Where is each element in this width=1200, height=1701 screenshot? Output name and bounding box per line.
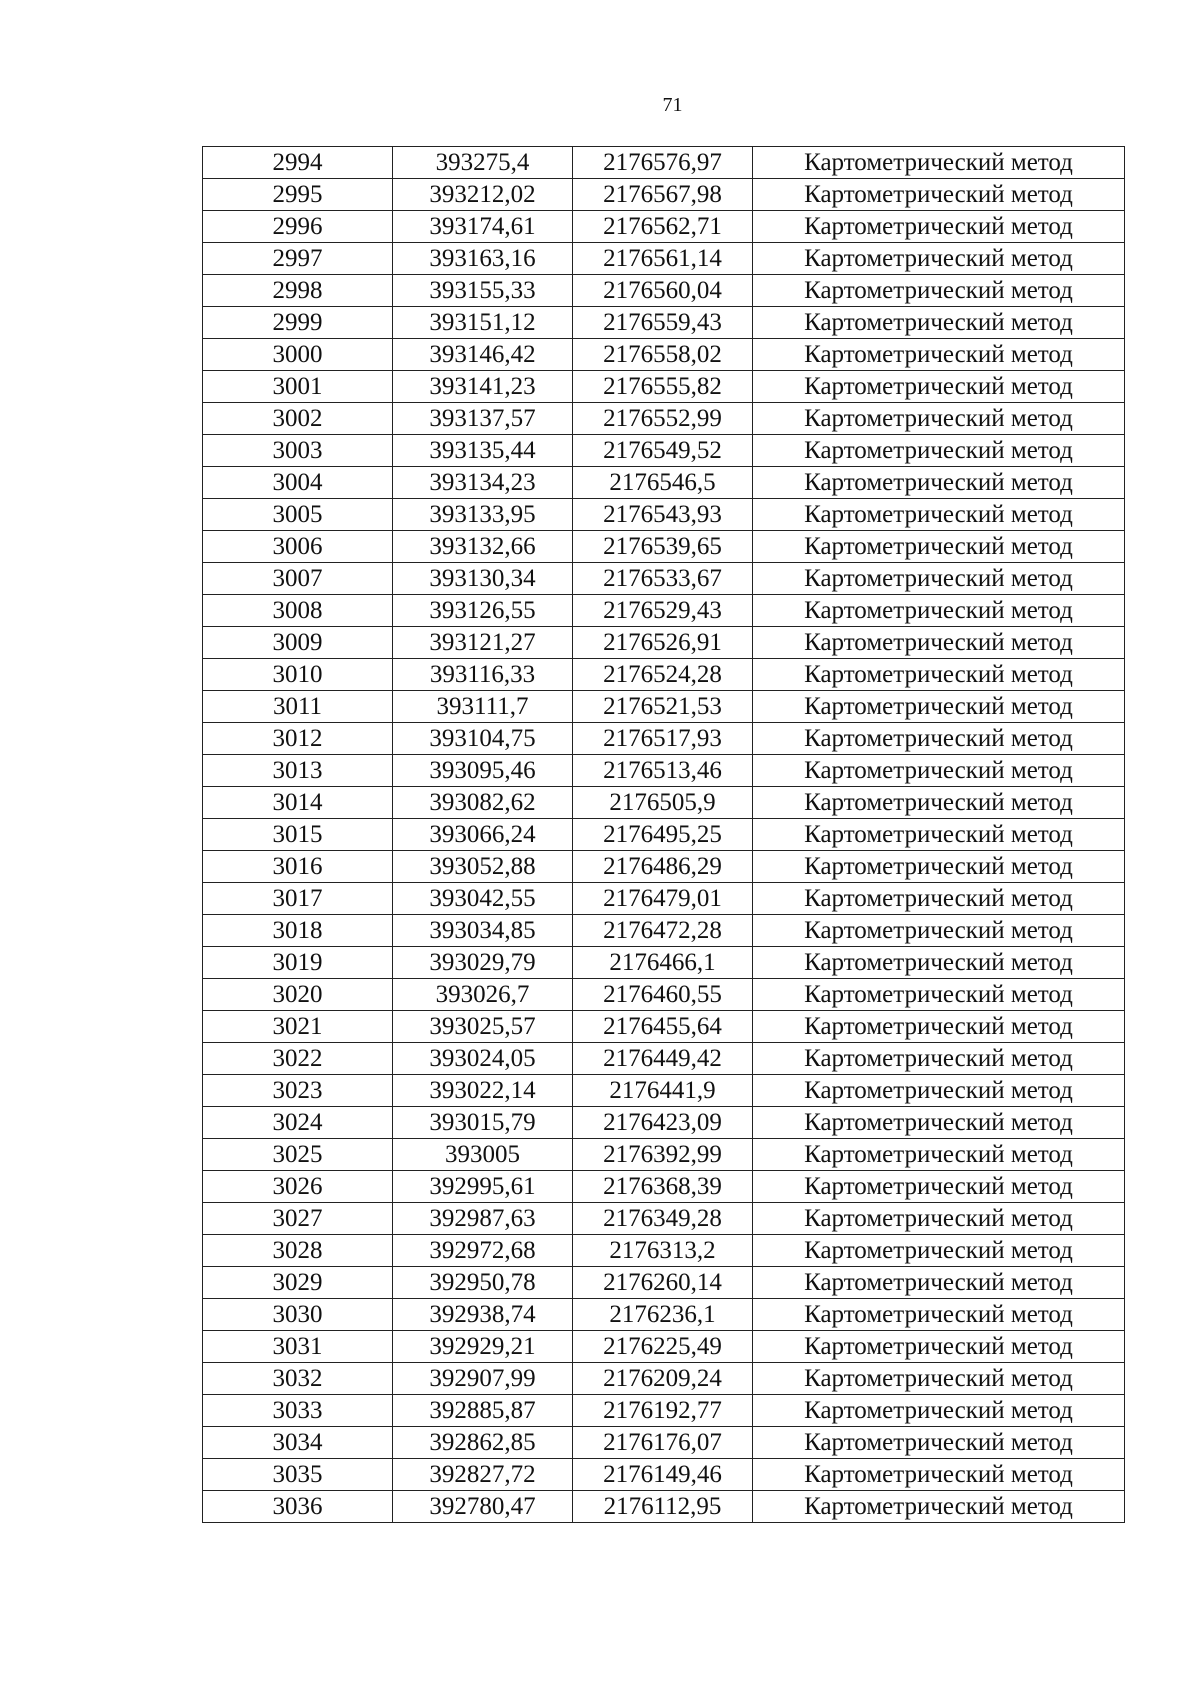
- y-coordinate-cell: 2176349,28: [573, 1203, 753, 1235]
- x-coordinate-cell: 392972,68: [393, 1235, 573, 1267]
- y-coordinate-cell: 2176526,91: [573, 627, 753, 659]
- method-cell: Картометрический метод: [753, 499, 1125, 531]
- x-coordinate-cell: 393022,14: [393, 1075, 573, 1107]
- y-coordinate-cell: 2176517,93: [573, 723, 753, 755]
- table-row: [203, 627, 1125, 659]
- method-cell: Картометрический метод: [753, 563, 1125, 595]
- table-row: [203, 1427, 1125, 1459]
- point-number-cell: 3033: [203, 1395, 393, 1427]
- x-coordinate-cell: 393015,79: [393, 1107, 573, 1139]
- point-number-cell: 3007: [203, 563, 393, 595]
- table-row: [203, 1459, 1125, 1491]
- table-row: [203, 211, 1125, 243]
- coordinates-table: [202, 146, 1125, 1523]
- method-cell: Картометрический метод: [753, 1267, 1125, 1299]
- method-cell: Картометрический метод: [753, 1459, 1125, 1491]
- x-coordinate-cell: 392929,21: [393, 1331, 573, 1363]
- method-cell: Картометрический метод: [753, 691, 1125, 723]
- x-coordinate-cell: 393275,4: [393, 147, 573, 179]
- method-cell: Картометрический метод: [753, 595, 1125, 627]
- x-coordinate-cell: 392827,72: [393, 1459, 573, 1491]
- table-row: [203, 787, 1125, 819]
- point-number-cell: 3027: [203, 1203, 393, 1235]
- y-coordinate-cell: 2176479,01: [573, 883, 753, 915]
- y-coordinate-cell: 2176466,1: [573, 947, 753, 979]
- x-coordinate-cell: 393134,23: [393, 467, 573, 499]
- method-cell: Картометрический метод: [753, 915, 1125, 947]
- method-cell: Картометрический метод: [753, 1331, 1125, 1363]
- point-number-cell: 2998: [203, 275, 393, 307]
- method-cell: Картометрический метод: [753, 467, 1125, 499]
- x-coordinate-cell: 393005: [393, 1139, 573, 1171]
- y-coordinate-cell: 2176524,28: [573, 659, 753, 691]
- table-row: [203, 403, 1125, 435]
- x-coordinate-cell: 393137,57: [393, 403, 573, 435]
- method-cell: Картометрический метод: [753, 371, 1125, 403]
- method-cell: Картометрический метод: [753, 1363, 1125, 1395]
- x-coordinate-cell: 393082,62: [393, 787, 573, 819]
- x-coordinate-cell: 393212,02: [393, 179, 573, 211]
- table-row: [203, 179, 1125, 211]
- point-number-cell: 3005: [203, 499, 393, 531]
- y-coordinate-cell: 2176225,49: [573, 1331, 753, 1363]
- method-cell: Картометрический метод: [753, 1171, 1125, 1203]
- point-number-cell: 3032: [203, 1363, 393, 1395]
- point-number-cell: 3000: [203, 339, 393, 371]
- method-cell: Картометрический метод: [753, 179, 1125, 211]
- table-row: [203, 339, 1125, 371]
- point-number-cell: 3019: [203, 947, 393, 979]
- point-number-cell: 3006: [203, 531, 393, 563]
- point-number-cell: 3015: [203, 819, 393, 851]
- method-cell: Картометрический метод: [753, 1139, 1125, 1171]
- y-coordinate-cell: 2176392,99: [573, 1139, 753, 1171]
- x-coordinate-cell: 392938,74: [393, 1299, 573, 1331]
- point-number-cell: 3014: [203, 787, 393, 819]
- y-coordinate-cell: 2176260,14: [573, 1267, 753, 1299]
- point-number-cell: 3029: [203, 1267, 393, 1299]
- y-coordinate-cell: 2176555,82: [573, 371, 753, 403]
- method-cell: Картометрический метод: [753, 755, 1125, 787]
- table-row: [203, 883, 1125, 915]
- point-number-cell: 2999: [203, 307, 393, 339]
- x-coordinate-cell: 393135,44: [393, 435, 573, 467]
- y-coordinate-cell: 2176176,07: [573, 1427, 753, 1459]
- table-row: [203, 595, 1125, 627]
- y-coordinate-cell: 2176562,71: [573, 211, 753, 243]
- y-coordinate-cell: 2176533,67: [573, 563, 753, 595]
- x-coordinate-cell: 393155,33: [393, 275, 573, 307]
- method-cell: Картометрический метод: [753, 1075, 1125, 1107]
- x-coordinate-cell: 392987,63: [393, 1203, 573, 1235]
- method-cell: Картометрический метод: [753, 531, 1125, 563]
- method-cell: Картометрический метод: [753, 1043, 1125, 1075]
- y-coordinate-cell: 2176576,97: [573, 147, 753, 179]
- point-number-cell: 3003: [203, 435, 393, 467]
- point-number-cell: 3002: [203, 403, 393, 435]
- point-number-cell: 3035: [203, 1459, 393, 1491]
- method-cell: Картометрический метод: [753, 1011, 1125, 1043]
- x-coordinate-cell: 393025,57: [393, 1011, 573, 1043]
- y-coordinate-cell: 2176460,55: [573, 979, 753, 1011]
- table-row: [203, 1107, 1125, 1139]
- method-cell: Картометрический метод: [753, 435, 1125, 467]
- point-number-cell: 3030: [203, 1299, 393, 1331]
- y-coordinate-cell: 2176368,39: [573, 1171, 753, 1203]
- y-coordinate-cell: 2176423,09: [573, 1107, 753, 1139]
- y-coordinate-cell: 2176559,43: [573, 307, 753, 339]
- table-row: [203, 467, 1125, 499]
- y-coordinate-cell: 2176236,1: [573, 1299, 753, 1331]
- point-number-cell: 3013: [203, 755, 393, 787]
- point-number-cell: 3017: [203, 883, 393, 915]
- x-coordinate-cell: 393042,55: [393, 883, 573, 915]
- x-coordinate-cell: 393132,66: [393, 531, 573, 563]
- y-coordinate-cell: 2176505,9: [573, 787, 753, 819]
- method-cell: Картометрический метод: [753, 627, 1125, 659]
- y-coordinate-cell: 2176495,25: [573, 819, 753, 851]
- x-coordinate-cell: 393034,85: [393, 915, 573, 947]
- method-cell: Картометрический метод: [753, 883, 1125, 915]
- y-coordinate-cell: 2176560,04: [573, 275, 753, 307]
- table-row: [203, 755, 1125, 787]
- method-cell: Картометрический метод: [753, 947, 1125, 979]
- method-cell: Картометрический метод: [753, 307, 1125, 339]
- table-row: [203, 819, 1125, 851]
- method-cell: Картометрический метод: [753, 275, 1125, 307]
- x-coordinate-cell: 393116,33: [393, 659, 573, 691]
- x-coordinate-cell: 393024,05: [393, 1043, 573, 1075]
- x-coordinate-cell: 393104,75: [393, 723, 573, 755]
- table-row: [203, 531, 1125, 563]
- point-number-cell: 3036: [203, 1491, 393, 1523]
- x-coordinate-cell: 393130,34: [393, 563, 573, 595]
- y-coordinate-cell: 2176209,24: [573, 1363, 753, 1395]
- x-coordinate-cell: 393029,79: [393, 947, 573, 979]
- point-number-cell: 3025: [203, 1139, 393, 1171]
- y-coordinate-cell: 2176472,28: [573, 915, 753, 947]
- x-coordinate-cell: 392862,85: [393, 1427, 573, 1459]
- method-cell: Картометрический метод: [753, 403, 1125, 435]
- table-row: [203, 563, 1125, 595]
- x-coordinate-cell: 393111,7: [393, 691, 573, 723]
- table-row: [203, 1267, 1125, 1299]
- point-number-cell: 3026: [203, 1171, 393, 1203]
- table-row: [203, 1171, 1125, 1203]
- table-row: [203, 307, 1125, 339]
- method-cell: Картометрический метод: [753, 1235, 1125, 1267]
- table-row: [203, 723, 1125, 755]
- x-coordinate-cell: 393121,27: [393, 627, 573, 659]
- x-coordinate-cell: 393095,46: [393, 755, 573, 787]
- x-coordinate-cell: 393163,16: [393, 243, 573, 275]
- method-cell: Картометрический метод: [753, 819, 1125, 851]
- method-cell: Картометрический метод: [753, 243, 1125, 275]
- coordinates-table-body: [203, 147, 1125, 1523]
- point-number-cell: 3009: [203, 627, 393, 659]
- method-cell: Картометрический метод: [753, 979, 1125, 1011]
- table-row: [203, 851, 1125, 883]
- y-coordinate-cell: 2176521,53: [573, 691, 753, 723]
- point-number-cell: 3021: [203, 1011, 393, 1043]
- point-number-cell: 2994: [203, 147, 393, 179]
- y-coordinate-cell: 2176546,5: [573, 467, 753, 499]
- y-coordinate-cell: 2176455,64: [573, 1011, 753, 1043]
- y-coordinate-cell: 2176558,02: [573, 339, 753, 371]
- x-coordinate-cell: 392950,78: [393, 1267, 573, 1299]
- method-cell: Картометрический метод: [753, 1203, 1125, 1235]
- y-coordinate-cell: 2176552,99: [573, 403, 753, 435]
- table-row: [203, 1075, 1125, 1107]
- x-coordinate-cell: 392907,99: [393, 1363, 573, 1395]
- method-cell: Картометрический метод: [753, 851, 1125, 883]
- point-number-cell: 3020: [203, 979, 393, 1011]
- table-row: [203, 1011, 1125, 1043]
- x-coordinate-cell: 393026,7: [393, 979, 573, 1011]
- table-row: [203, 1395, 1125, 1427]
- y-coordinate-cell: 2176529,43: [573, 595, 753, 627]
- table-row: [203, 1043, 1125, 1075]
- y-coordinate-cell: 2176549,52: [573, 435, 753, 467]
- method-cell: Картометрический метод: [753, 1299, 1125, 1331]
- method-cell: Картометрический метод: [753, 1491, 1125, 1523]
- point-number-cell: 3031: [203, 1331, 393, 1363]
- y-coordinate-cell: 2176441,9: [573, 1075, 753, 1107]
- point-number-cell: 3034: [203, 1427, 393, 1459]
- y-coordinate-cell: 2176561,14: [573, 243, 753, 275]
- page-number: 71: [662, 94, 683, 116]
- point-number-cell: 3011: [203, 691, 393, 723]
- y-coordinate-cell: 2176192,77: [573, 1395, 753, 1427]
- point-number-cell: 3016: [203, 851, 393, 883]
- y-coordinate-cell: 2176313,2: [573, 1235, 753, 1267]
- point-number-cell: 2996: [203, 211, 393, 243]
- table-row: [203, 1363, 1125, 1395]
- method-cell: Картометрический метод: [753, 1107, 1125, 1139]
- method-cell: Картометрический метод: [753, 787, 1125, 819]
- table-row: [203, 915, 1125, 947]
- table-row: [203, 1331, 1125, 1363]
- y-coordinate-cell: 2176567,98: [573, 179, 753, 211]
- x-coordinate-cell: 393133,95: [393, 499, 573, 531]
- x-coordinate-cell: 393052,88: [393, 851, 573, 883]
- y-coordinate-cell: 2176543,93: [573, 499, 753, 531]
- table-row: [203, 1235, 1125, 1267]
- method-cell: Картометрический метод: [753, 147, 1125, 179]
- method-cell: Картометрический метод: [753, 659, 1125, 691]
- x-coordinate-cell: 393066,24: [393, 819, 573, 851]
- point-number-cell: 2995: [203, 179, 393, 211]
- table-row: [203, 979, 1125, 1011]
- point-number-cell: 3010: [203, 659, 393, 691]
- x-coordinate-cell: 393126,55: [393, 595, 573, 627]
- table-row: [203, 691, 1125, 723]
- method-cell: Картометрический метод: [753, 339, 1125, 371]
- method-cell: Картометрический метод: [753, 1395, 1125, 1427]
- table-row: [203, 947, 1125, 979]
- table-row: [203, 435, 1125, 467]
- table-row: [203, 499, 1125, 531]
- point-number-cell: 3001: [203, 371, 393, 403]
- point-number-cell: 3004: [203, 467, 393, 499]
- table-row: [203, 1299, 1125, 1331]
- method-cell: Картометрический метод: [753, 723, 1125, 755]
- y-coordinate-cell: 2176513,46: [573, 755, 753, 787]
- point-number-cell: 3008: [203, 595, 393, 627]
- x-coordinate-cell: 393141,23: [393, 371, 573, 403]
- table-row: [203, 1139, 1125, 1171]
- point-number-cell: 3023: [203, 1075, 393, 1107]
- x-coordinate-cell: 392995,61: [393, 1171, 573, 1203]
- point-number-cell: 3028: [203, 1235, 393, 1267]
- x-coordinate-cell: 393146,42: [393, 339, 573, 371]
- method-cell: Картометрический метод: [753, 211, 1125, 243]
- y-coordinate-cell: 2176539,65: [573, 531, 753, 563]
- table-row: [203, 1491, 1125, 1523]
- point-number-cell: 2997: [203, 243, 393, 275]
- x-coordinate-cell: 393151,12: [393, 307, 573, 339]
- y-coordinate-cell: 2176486,29: [573, 851, 753, 883]
- y-coordinate-cell: 2176112,95: [573, 1491, 753, 1523]
- table-row: [203, 1203, 1125, 1235]
- x-coordinate-cell: 392780,47: [393, 1491, 573, 1523]
- point-number-cell: 3024: [203, 1107, 393, 1139]
- table-row: [203, 371, 1125, 403]
- table-row: [203, 659, 1125, 691]
- x-coordinate-cell: 393174,61: [393, 211, 573, 243]
- table-row: [203, 147, 1125, 179]
- point-number-cell: 3022: [203, 1043, 393, 1075]
- method-cell: Картометрический метод: [753, 1427, 1125, 1459]
- table-row: [203, 275, 1125, 307]
- y-coordinate-cell: 2176449,42: [573, 1043, 753, 1075]
- x-coordinate-cell: 392885,87: [393, 1395, 573, 1427]
- point-number-cell: 3012: [203, 723, 393, 755]
- y-coordinate-cell: 2176149,46: [573, 1459, 753, 1491]
- table-row: [203, 243, 1125, 275]
- point-number-cell: 3018: [203, 915, 393, 947]
